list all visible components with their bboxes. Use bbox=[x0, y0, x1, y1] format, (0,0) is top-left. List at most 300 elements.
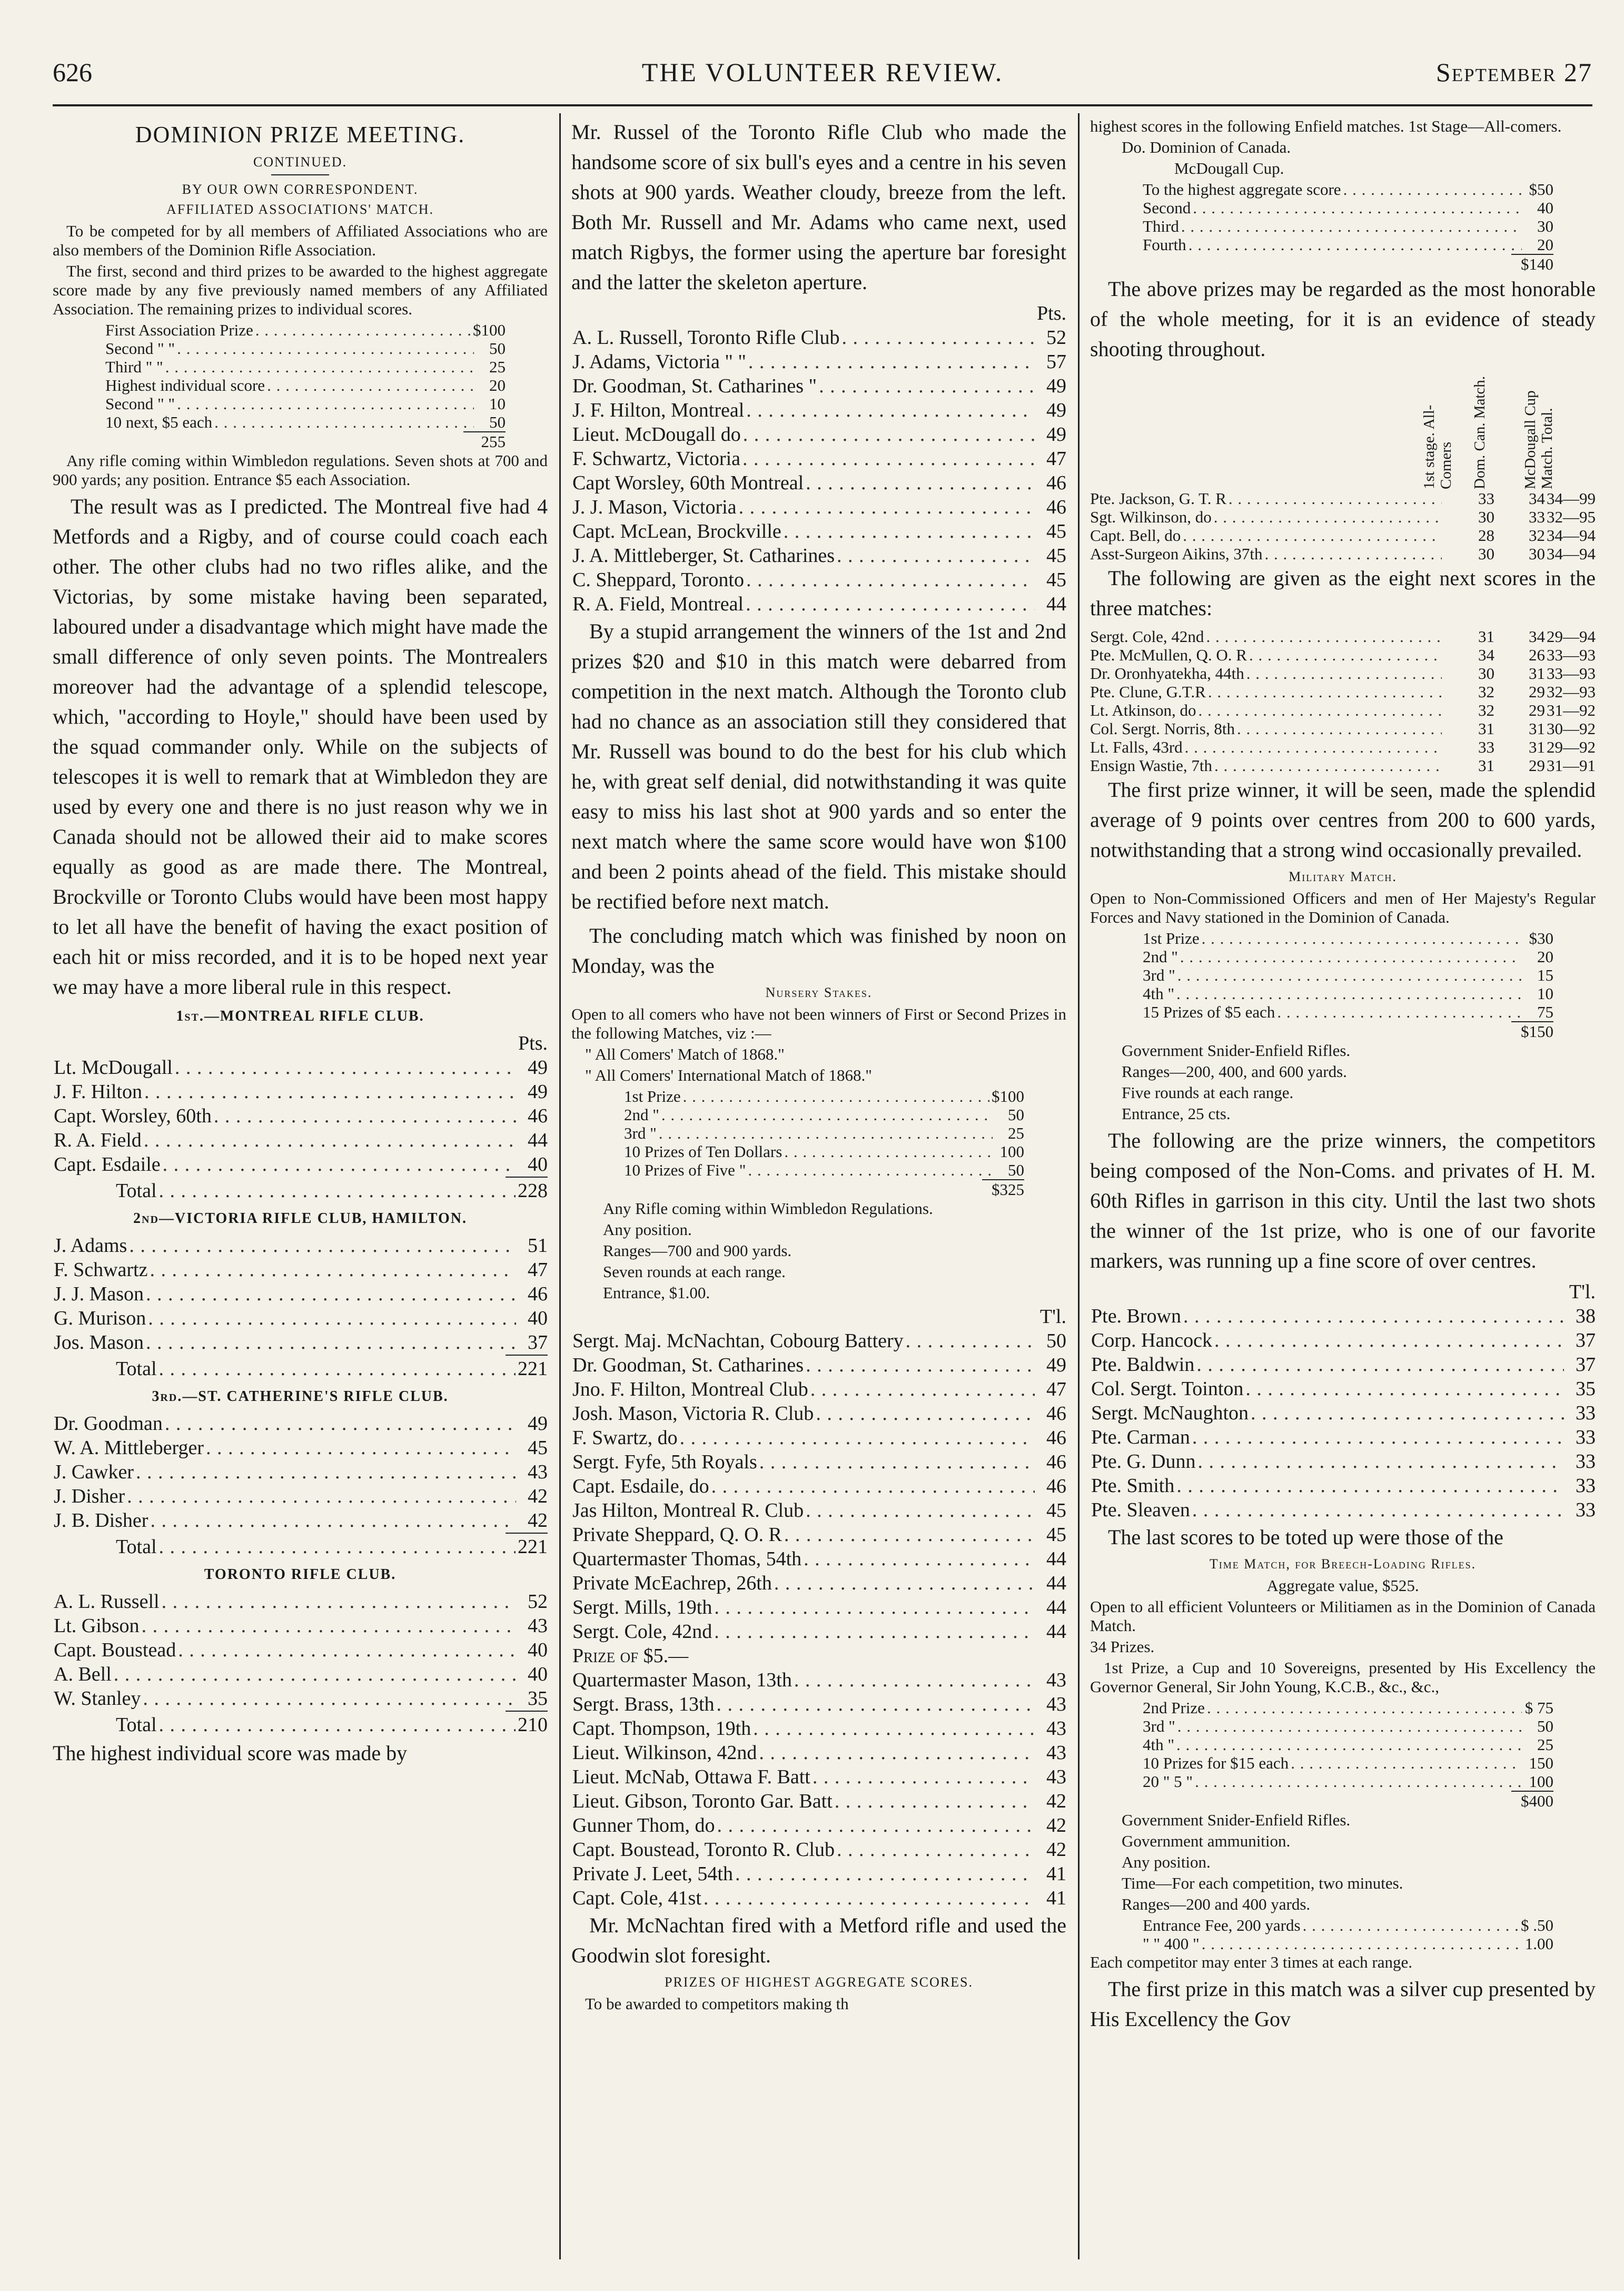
column-1 bbox=[53, 117, 548, 2259]
row-value: 43 bbox=[1046, 1766, 1066, 1788]
leader-dots bbox=[129, 1233, 516, 1258]
aggregate-value: Aggregate value, $525. bbox=[1266, 1576, 1419, 1595]
row-name: A. Bell bbox=[54, 1663, 112, 1685]
row-value: 40 bbox=[528, 1153, 548, 1176]
leader-dots bbox=[816, 1401, 1035, 1426]
row-value: 40 bbox=[528, 1307, 548, 1329]
section-heading: PRIZES OF HIGHEST AGGREGATE SCORES. bbox=[665, 1974, 973, 1990]
table-row bbox=[1143, 1934, 1553, 1953]
leader-dots bbox=[144, 1128, 516, 1152]
leader-dots bbox=[142, 1614, 516, 1638]
row-value: 20 bbox=[489, 376, 506, 394]
club-title: 3rd.—ST. CATHERINE'S RIFLE CLUB. bbox=[152, 1388, 449, 1405]
leader-dots bbox=[1291, 1754, 1522, 1772]
row-name: F. Schwartz bbox=[54, 1259, 148, 1281]
table-row bbox=[1090, 738, 1596, 756]
match-rules bbox=[571, 1199, 1066, 1302]
table-row bbox=[624, 1124, 1024, 1142]
rule-line: Seven rounds at each range. bbox=[603, 1262, 786, 1281]
article-body: The last scores to be toted up were those of the bbox=[1108, 1525, 1503, 1549]
leader-dots bbox=[1189, 235, 1522, 254]
row-value: 1.00 bbox=[1524, 1934, 1553, 1953]
row-name: Third bbox=[1143, 217, 1179, 235]
match-rules bbox=[1090, 1041, 1596, 1123]
column-continuation: The highest individual score was made by bbox=[53, 1741, 408, 1765]
leader-dots bbox=[1214, 508, 1442, 526]
table-row bbox=[571, 1838, 1066, 1862]
row-value: 42 bbox=[1046, 1790, 1066, 1812]
row-value: 45 bbox=[1046, 520, 1066, 542]
leader-dots bbox=[842, 325, 1035, 350]
table-row bbox=[571, 1765, 1066, 1789]
fee-list bbox=[1090, 1916, 1596, 1953]
table-row bbox=[571, 1426, 1066, 1450]
leader-dots bbox=[127, 1484, 516, 1508]
table-row bbox=[571, 1571, 1066, 1595]
row-value: 33 bbox=[1576, 1426, 1596, 1448]
leader-dots bbox=[136, 1460, 516, 1484]
row-value: 49 bbox=[1046, 399, 1066, 421]
row-name: Pte. Smith bbox=[1091, 1475, 1175, 1497]
row-name: Capt Worsley, 60th Montreal bbox=[572, 472, 804, 494]
leader-dots bbox=[150, 1508, 516, 1533]
table-row bbox=[571, 1619, 1066, 1644]
row-value: 33—93 bbox=[1547, 664, 1596, 683]
table-row bbox=[571, 1547, 1066, 1571]
table-row bbox=[571, 544, 1066, 568]
match-description: highest scores in the following Enfield matches. 1st Stage—All-comers. bbox=[1090, 117, 1562, 135]
leader-dots bbox=[1249, 646, 1442, 664]
article-body: By a stupid arrangement the winners of the 1st and 2nd prizes $20 and $10 in this match were debarred from competition in the next match. Although the Toronto club had no chance as an association still they considered that Mr. Russell was bound to do the best for his club which he, with great self denial, did notwithstanding it was quite easy to miss his last shot at 900 yards and so enter the next match where the same score would have won $100 and been 2 points ahead of the field. This mistake should be rectified before next match. bbox=[571, 619, 1066, 913]
table-row bbox=[571, 1329, 1066, 1353]
row-value: 42 bbox=[528, 1509, 548, 1532]
row-value: 49 bbox=[528, 1413, 548, 1435]
table-row bbox=[571, 422, 1066, 447]
leader-dots bbox=[1176, 984, 1522, 1003]
table-row bbox=[53, 1411, 548, 1436]
table-row bbox=[571, 398, 1066, 422]
row-name: J. B. Disher bbox=[54, 1509, 148, 1532]
row-value: 28 bbox=[1478, 526, 1494, 545]
leader-dots bbox=[774, 1571, 1035, 1595]
row-name: Lieut. Wilkinson, 42nd bbox=[572, 1742, 757, 1764]
row-value: 47 bbox=[528, 1259, 548, 1281]
row-name: Pte. G. Dunn bbox=[1091, 1450, 1196, 1473]
row-value: 46 bbox=[1046, 1475, 1066, 1497]
leader-dots bbox=[1343, 180, 1522, 199]
aggregate-table bbox=[1090, 627, 1596, 775]
row-value: 30 bbox=[1478, 508, 1494, 526]
row-name: Corp. Hancock bbox=[1091, 1329, 1213, 1351]
table-row bbox=[624, 1142, 1024, 1161]
row-name: Sergt. Cole, 42nd bbox=[572, 1621, 712, 1643]
leader-dots bbox=[1183, 526, 1442, 545]
leader-dots bbox=[1195, 1772, 1522, 1791]
total-label: Total bbox=[116, 1358, 157, 1380]
table-row bbox=[571, 592, 1066, 616]
row-value: 33 bbox=[1576, 1450, 1596, 1473]
row-name: Capt. Esdaile bbox=[54, 1153, 161, 1176]
table-row bbox=[571, 519, 1066, 544]
row-name: Dr. Goodman bbox=[54, 1413, 163, 1435]
row-name: 4th " bbox=[1143, 1735, 1175, 1754]
row-value: 46 bbox=[528, 1105, 548, 1127]
leader-dots bbox=[1176, 1474, 1564, 1498]
leader-dots bbox=[214, 1104, 516, 1128]
table-row bbox=[53, 1104, 548, 1128]
row-value: 43 bbox=[1046, 1742, 1066, 1764]
leader-dots bbox=[1177, 966, 1522, 984]
match-heading: Time Match, for Breech-Loading Rifles. bbox=[1209, 1556, 1477, 1572]
row-value: 32 bbox=[1529, 526, 1545, 545]
row-value: 45 bbox=[1046, 545, 1066, 567]
row-name: J. F. Hilton bbox=[54, 1081, 142, 1103]
row-value: 20 bbox=[1537, 235, 1553, 254]
row-value: 40 bbox=[528, 1639, 548, 1661]
row-value: 44 bbox=[1046, 1548, 1066, 1570]
row-name: " " 400 " bbox=[1143, 1934, 1200, 1953]
leader-dots bbox=[659, 1124, 993, 1142]
row-name: Capt. Bell, do bbox=[1090, 526, 1181, 545]
leader-dots bbox=[1207, 1698, 1522, 1717]
header-rule bbox=[53, 104, 1592, 106]
table-row bbox=[53, 1614, 548, 1638]
row-value: 49 bbox=[1046, 423, 1066, 446]
row-value: 46 bbox=[1046, 1427, 1066, 1449]
row-value: 29—94 bbox=[1547, 627, 1596, 646]
row-value: 25 bbox=[489, 358, 506, 376]
masthead-title: THE VOLUNTEER REVIEW. bbox=[641, 57, 1004, 87]
score-table bbox=[571, 1668, 1066, 1910]
score-table bbox=[1090, 1304, 1596, 1522]
article-body: The concluding match which was finished by noon on Monday, was the bbox=[571, 924, 1066, 977]
leader-dots bbox=[1202, 929, 1522, 947]
row-value: 100 bbox=[1529, 1772, 1553, 1791]
row-name: Dr. Oronhyatekha, 44th bbox=[1090, 664, 1244, 683]
table-row bbox=[1090, 1304, 1596, 1328]
row-value: 35 bbox=[528, 1687, 548, 1710]
table-row bbox=[571, 1668, 1066, 1692]
table-row bbox=[1143, 1735, 1553, 1754]
table-row bbox=[1090, 526, 1596, 545]
row-value: 75 bbox=[1537, 1003, 1553, 1021]
row-value: 20 bbox=[1537, 947, 1553, 966]
pts-header: Pts. bbox=[518, 1032, 548, 1054]
prize-list bbox=[53, 321, 548, 431]
club-total bbox=[53, 1712, 548, 1738]
row-name: Pte. Carman bbox=[1091, 1426, 1190, 1448]
row-value: 50 bbox=[1008, 1161, 1024, 1179]
row-name: Second bbox=[1143, 199, 1191, 217]
row-value: 52 bbox=[1046, 327, 1066, 349]
row-name: Third " " bbox=[105, 358, 163, 376]
row-name: J. A. Mittleberger, St. Catharines bbox=[572, 545, 835, 567]
row-name: Dr. Goodman, St. Catharines " bbox=[572, 375, 817, 397]
table-row bbox=[571, 495, 1066, 519]
leader-dots bbox=[906, 1329, 1035, 1353]
leader-dots bbox=[267, 376, 474, 394]
row-name: 20 " 5 " bbox=[1143, 1772, 1193, 1791]
prize-five-label-row bbox=[571, 1644, 1066, 1668]
row-value: 32 bbox=[1478, 701, 1494, 719]
table-row bbox=[624, 1105, 1024, 1124]
row-name: Pte. Clune, G.T.R bbox=[1090, 683, 1206, 701]
row-name: Jas Hilton, Montreal R. Club bbox=[572, 1499, 804, 1522]
table-row bbox=[571, 325, 1066, 350]
leader-dots bbox=[1176, 1735, 1522, 1754]
row-value: 33—93 bbox=[1547, 646, 1596, 664]
article-body: Mr. Russel of the Toronto Rifle Club who made the handsome score of six bull's eyes and a centre in his seven shots at 900 yards. Weather cloudy, breeze from the left. Both Mr. Russell and Mr. Adams who came next, used match Rigbys, the former using the aperture bar foresight and the latter the skeleton aperture. bbox=[571, 120, 1066, 294]
row-value: $ .50 bbox=[1521, 1916, 1553, 1934]
row-name: A. L. Russell bbox=[54, 1591, 160, 1613]
table-row bbox=[1090, 756, 1596, 775]
leader-dots bbox=[1199, 701, 1442, 719]
row-value: 35 bbox=[1576, 1378, 1596, 1400]
match-quote: " All Comers' Match of 1868." bbox=[585, 1045, 785, 1063]
leader-dots bbox=[146, 1282, 516, 1306]
leader-dots bbox=[1196, 1352, 1564, 1377]
rule-line: Ranges—200 and 400 yards. bbox=[1122, 1895, 1311, 1913]
leader-dots bbox=[165, 1411, 516, 1436]
table-row bbox=[1090, 1449, 1596, 1474]
leader-dots bbox=[1197, 1449, 1564, 1474]
row-value: 41 bbox=[1046, 1887, 1066, 1909]
rule-line: Any Rifle coming within Wimbledon Regulations. bbox=[603, 1199, 933, 1218]
row-value: 29 bbox=[1529, 683, 1545, 701]
leader-dots bbox=[759, 1741, 1035, 1765]
row-value: 31 bbox=[1478, 756, 1494, 775]
row-value: 10 bbox=[489, 394, 506, 413]
row-value: 50 bbox=[1008, 1105, 1024, 1124]
table-row bbox=[1090, 646, 1596, 664]
row-name: J. Cawker bbox=[54, 1461, 134, 1483]
continued-label: CONTINUED. bbox=[253, 154, 348, 170]
row-value: 31—91 bbox=[1547, 756, 1596, 775]
score-table bbox=[571, 1329, 1066, 1644]
table-row bbox=[1090, 1352, 1596, 1377]
row-value: 37 bbox=[1576, 1354, 1596, 1376]
row-value: 15 bbox=[1537, 966, 1553, 984]
leader-dots bbox=[746, 592, 1035, 616]
row-value: 57 bbox=[1046, 351, 1066, 373]
row-value: 33 bbox=[1478, 738, 1494, 756]
leader-dots bbox=[683, 1087, 989, 1105]
row-name: W. Stanley bbox=[54, 1687, 141, 1710]
row-name: Capt. Boustead, Toronto R. Club bbox=[572, 1839, 835, 1861]
table-row bbox=[571, 1886, 1066, 1910]
leader-dots bbox=[813, 1765, 1035, 1789]
leader-dots bbox=[1251, 1401, 1564, 1425]
row-value: 100 bbox=[999, 1142, 1024, 1161]
row-name: Asst-Surgeon Aikins, 37th bbox=[1090, 545, 1263, 563]
leader-dots bbox=[806, 1498, 1035, 1523]
row-name: 3rd " bbox=[1143, 1717, 1175, 1735]
table-row bbox=[53, 1128, 548, 1152]
row-value: 42 bbox=[1046, 1814, 1066, 1836]
table-row bbox=[1143, 966, 1553, 984]
row-name: 2nd " bbox=[624, 1105, 659, 1124]
row-name: Capt. Boustead bbox=[54, 1639, 176, 1661]
prize-list bbox=[1090, 1698, 1596, 1791]
column-divider-1 bbox=[559, 113, 561, 2259]
row-value: 34 bbox=[1478, 646, 1494, 664]
row-value: 10 bbox=[1537, 984, 1553, 1003]
match-description: McDougall Cup. bbox=[1174, 159, 1284, 177]
table-row bbox=[53, 1282, 548, 1306]
club-title: 2nd—VICTORIA RIFLE CLUB, HAMILTON. bbox=[133, 1210, 467, 1227]
table-row bbox=[571, 471, 1066, 495]
row-name: Pte. Jackson, G. T. R bbox=[1090, 489, 1226, 508]
table-row bbox=[571, 1716, 1066, 1741]
row-name: J. F. Hilton, Montreal bbox=[572, 399, 745, 421]
leader-dots bbox=[214, 413, 474, 431]
row-value: 31 bbox=[1529, 719, 1545, 738]
match-description: To be competed for by all members of Affiliated Associations who are also members of the Dominion Rifle Association. bbox=[53, 222, 548, 259]
row-value: $100 bbox=[992, 1087, 1024, 1105]
article-body: The result was as I predicted. The Montreal five had 4 Metfords and a Rigby, and of course could coach each other. The other clubs had no two rifles alike, and the Victorias, by some mistake having been separated, laboured under a disadvantage which might have made the small difference of only seven points. The Montrealers moreover had the advantage of a splendid telescope, which, "according to Hoyle," should have been used by the squad commander only. While on the subjects of telescopes it is well to remark that at Wimbledon they are used by every one and there is no just reason why we in Canada should not be allowed their aid to make scores equally as good as are made there. The Montreal, Brockville or Toronto Clubs would have been most happy to let all have the benefit of having the exact position of each hit or miss recorded, and it is to be hoped next year we may have a more liberal rule in this respect. bbox=[53, 495, 548, 999]
match-description: Open to all comers who have not been winners of First or Second Prizes in the following Matches, viz :— bbox=[571, 1005, 1066, 1042]
leader-dots bbox=[1192, 1425, 1564, 1449]
row-value: 44 bbox=[1046, 1596, 1066, 1618]
row-name: Second " " bbox=[105, 339, 175, 358]
prize-total-block bbox=[53, 431, 548, 451]
leader-dots bbox=[714, 1619, 1035, 1644]
rule-line: Ranges—700 and 900 yards. bbox=[603, 1241, 792, 1260]
article-body: Mr. McNachtan fired with a Metford rifle and used the Goodwin slot foresight. bbox=[571, 1913, 1066, 1967]
row-name: 2nd Prize bbox=[1143, 1698, 1205, 1717]
leader-dots bbox=[759, 1450, 1035, 1474]
table-row bbox=[1090, 683, 1596, 701]
row-value: 43 bbox=[1046, 1693, 1066, 1715]
row-value: 49 bbox=[528, 1081, 548, 1103]
club-title: TORONTO RIFLE CLUB. bbox=[204, 1566, 397, 1583]
total-header: T'l. bbox=[1569, 1281, 1596, 1303]
column-header: Dom. Can. Match. bbox=[1471, 376, 1488, 489]
row-name: Lieut. Gibson, Toronto Gar. Batt bbox=[572, 1790, 833, 1812]
rule-line: Government Snider-Enfield Rifles. bbox=[1122, 1041, 1351, 1060]
leader-dots bbox=[1185, 738, 1442, 756]
table-row bbox=[1090, 1377, 1596, 1401]
row-name: Jos. Mason bbox=[54, 1331, 144, 1354]
leader-dots bbox=[1245, 1377, 1564, 1401]
row-name: Entrance Fee, 200 yards bbox=[1143, 1916, 1301, 1934]
leader-dots bbox=[1208, 683, 1442, 701]
row-name: J. J. Mason, Victoria bbox=[572, 496, 737, 518]
table-row bbox=[1143, 1754, 1553, 1772]
table-row bbox=[571, 1789, 1066, 1813]
table-row bbox=[1090, 545, 1596, 563]
row-value: 150 bbox=[1529, 1754, 1553, 1772]
club-title: 1st.—MONTREAL RIFLE CLUB. bbox=[176, 1008, 424, 1024]
prize-total-block bbox=[1090, 254, 1596, 274]
row-value: 33 bbox=[1576, 1475, 1596, 1497]
table-row bbox=[1143, 180, 1553, 199]
table-row bbox=[1090, 1328, 1596, 1352]
table-row bbox=[1143, 235, 1553, 254]
row-value: $ 75 bbox=[1524, 1698, 1553, 1717]
column-header: McDougall Cup Match. Total. bbox=[1522, 390, 1556, 489]
leader-dots bbox=[177, 394, 474, 413]
match-heading: Nursery Stakes. bbox=[765, 985, 873, 1000]
prize-list bbox=[1090, 929, 1596, 1021]
leader-dots bbox=[661, 1105, 993, 1124]
leader-dots bbox=[810, 1377, 1035, 1401]
article-body: The following are given as the eight next scores in the three matches: bbox=[1090, 566, 1596, 620]
row-name: Sergt. Brass, 13th bbox=[572, 1693, 715, 1715]
total-label: Total bbox=[116, 1180, 157, 1202]
leader-dots bbox=[1192, 1498, 1564, 1522]
leader-dots bbox=[819, 374, 1035, 398]
leader-dots bbox=[1180, 947, 1522, 966]
row-value: 42 bbox=[1046, 1839, 1066, 1861]
row-value: 34—94 bbox=[1547, 545, 1596, 563]
leader-dots bbox=[753, 1716, 1035, 1741]
row-value: 43 bbox=[528, 1615, 548, 1637]
table-row bbox=[571, 568, 1066, 592]
row-name: Quartermaster Mason, 13th bbox=[572, 1669, 792, 1691]
row-name: Quartermaster Thomas, 54th bbox=[572, 1548, 802, 1570]
rule-line: Time—For each competition, two minutes. bbox=[1122, 1874, 1403, 1892]
club-total bbox=[53, 1356, 548, 1382]
row-name: 4th " bbox=[1143, 984, 1175, 1003]
leader-dots bbox=[1206, 627, 1442, 646]
column-continuation: The first prize in this match was a silver cup presented by His Excellency the Gov bbox=[1090, 1977, 1596, 2031]
table-row bbox=[53, 1055, 548, 1080]
row-value: 51 bbox=[528, 1235, 548, 1257]
row-name: Capt. Thompson, 19th bbox=[572, 1717, 751, 1740]
row-name: W. A. Mittleberger bbox=[54, 1437, 204, 1459]
row-name: J. Disher bbox=[54, 1485, 125, 1507]
row-value: 44 bbox=[528, 1129, 548, 1151]
prize-total-block bbox=[1090, 1791, 1596, 1811]
row-value: 33 bbox=[1529, 508, 1545, 526]
leader-dots bbox=[206, 1436, 516, 1460]
total-value: 210 bbox=[518, 1714, 548, 1736]
row-name: 3rd " bbox=[624, 1124, 657, 1142]
row-value: 31 bbox=[1529, 738, 1545, 756]
club-score-table bbox=[53, 1233, 548, 1355]
leader-dots bbox=[1246, 664, 1442, 683]
row-value: 50 bbox=[489, 413, 506, 431]
total-value: 228 bbox=[518, 1180, 548, 1202]
row-name: Gunner Thom, do bbox=[572, 1814, 715, 1836]
row-value: 33 bbox=[1576, 1402, 1596, 1424]
leader-dots bbox=[163, 1152, 516, 1177]
leader-dots bbox=[714, 1595, 1035, 1619]
row-value: 44 bbox=[1046, 1572, 1066, 1594]
short-rule bbox=[271, 174, 329, 175]
row-value: 50 bbox=[1537, 1717, 1553, 1735]
leader-dots bbox=[162, 1589, 516, 1614]
leader-dots bbox=[1229, 489, 1442, 508]
table-row bbox=[571, 374, 1066, 398]
row-value: 49 bbox=[1046, 375, 1066, 397]
row-name: F. Schwartz, Victoria bbox=[572, 448, 741, 470]
row-name: Private J. Leet, 54th bbox=[572, 1863, 733, 1885]
row-value: 45 bbox=[1046, 569, 1066, 591]
row-value: 31 bbox=[1478, 719, 1494, 738]
table-row bbox=[53, 1508, 548, 1533]
row-name: Lt. Atkinson, do bbox=[1090, 701, 1196, 719]
row-name: 10 Prizes of Ten Dollars bbox=[624, 1142, 783, 1161]
row-name: R. A. Field bbox=[54, 1129, 142, 1151]
row-name: Private Sheppard, Q. O. R bbox=[572, 1524, 782, 1546]
row-value: 31 bbox=[1529, 664, 1545, 683]
match-description: Open to Non-Commissioned Officers and men of Her Majesty's Regular Forces and Navy stationed in the Dominion of Canada. bbox=[1090, 889, 1596, 926]
article-body: The above prizes may be regarded as the most honorable of the whole meeting, for it is an evidence of steady shooting throughout. bbox=[1090, 277, 1596, 361]
table-row bbox=[571, 1595, 1066, 1619]
row-value: 47 bbox=[1046, 448, 1066, 470]
